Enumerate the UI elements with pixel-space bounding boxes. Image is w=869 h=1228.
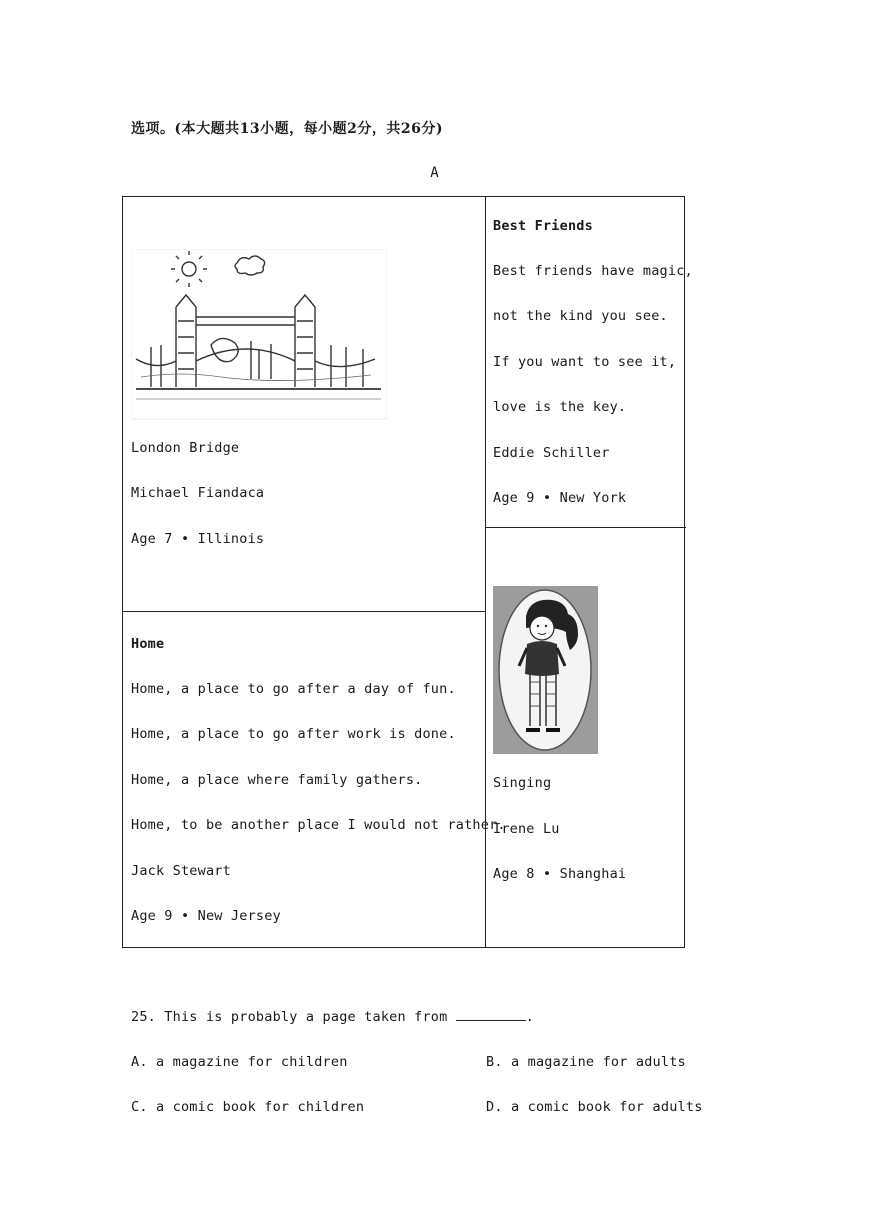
- home-line-3: Home, a place where family gathers.: [131, 772, 423, 788]
- best-friends-author: Eddie Schiller: [493, 445, 610, 461]
- question-stem-text: 25. This is probably a page taken from: [131, 1009, 448, 1025]
- home-line-4: Home, to be another place I would not rather.: [131, 817, 506, 833]
- poem-grid: [122, 196, 693, 948]
- section-instruction: 选项。(本大题共13小题，每小题2分，共26分): [131, 121, 443, 137]
- home-age-place: Age 9 • New Jersey: [131, 908, 281, 924]
- passage-label: A: [430, 165, 439, 181]
- grid-divider-left: [123, 611, 485, 612]
- option-c: C. a comic book for children: [131, 1099, 365, 1115]
- london-bridge-age-place: Age 7 • Illinois: [131, 531, 265, 547]
- best-friends-line-3: If you want to see it,: [493, 354, 677, 370]
- best-friends-age-place: Age 9 • New York: [493, 490, 627, 506]
- question-stem-end: .: [525, 1009, 535, 1025]
- option-b: B. a magazine for adults: [486, 1054, 686, 1070]
- option-a: A. a magazine for children: [131, 1054, 348, 1070]
- best-friends-line-4: love is the key.: [493, 399, 627, 415]
- girl-drawing-icon: [493, 586, 598, 754]
- answer-blank: [456, 1008, 526, 1021]
- option-d: D. a comic book for adults: [486, 1099, 703, 1115]
- home-author: Jack Stewart: [131, 863, 231, 879]
- grid-divider-right: [485, 527, 686, 528]
- singing-title: Singing: [493, 775, 552, 791]
- best-friends-line-1: Best friends have magic,: [493, 263, 693, 279]
- london-bridge-title: London Bridge: [131, 440, 240, 456]
- bridge-drawing-icon: [131, 249, 387, 421]
- grid-divider-vertical: [485, 197, 486, 947]
- home-line-2: Home, a place to go after work is done.: [131, 726, 456, 742]
- best-friends-title: Best Friends: [493, 218, 593, 234]
- home-line-1: Home, a place to go after a day of fun.: [131, 681, 456, 697]
- home-title: Home: [131, 636, 165, 652]
- singing-author: Irene Lu: [493, 821, 560, 837]
- question-25-stem: [131, 1008, 534, 1025]
- best-friends-line-2: not the kind you see.: [493, 308, 668, 324]
- singing-age-place: Age 8 • Shanghai: [493, 866, 627, 882]
- london-bridge-author: Michael Fiandaca: [131, 485, 265, 501]
